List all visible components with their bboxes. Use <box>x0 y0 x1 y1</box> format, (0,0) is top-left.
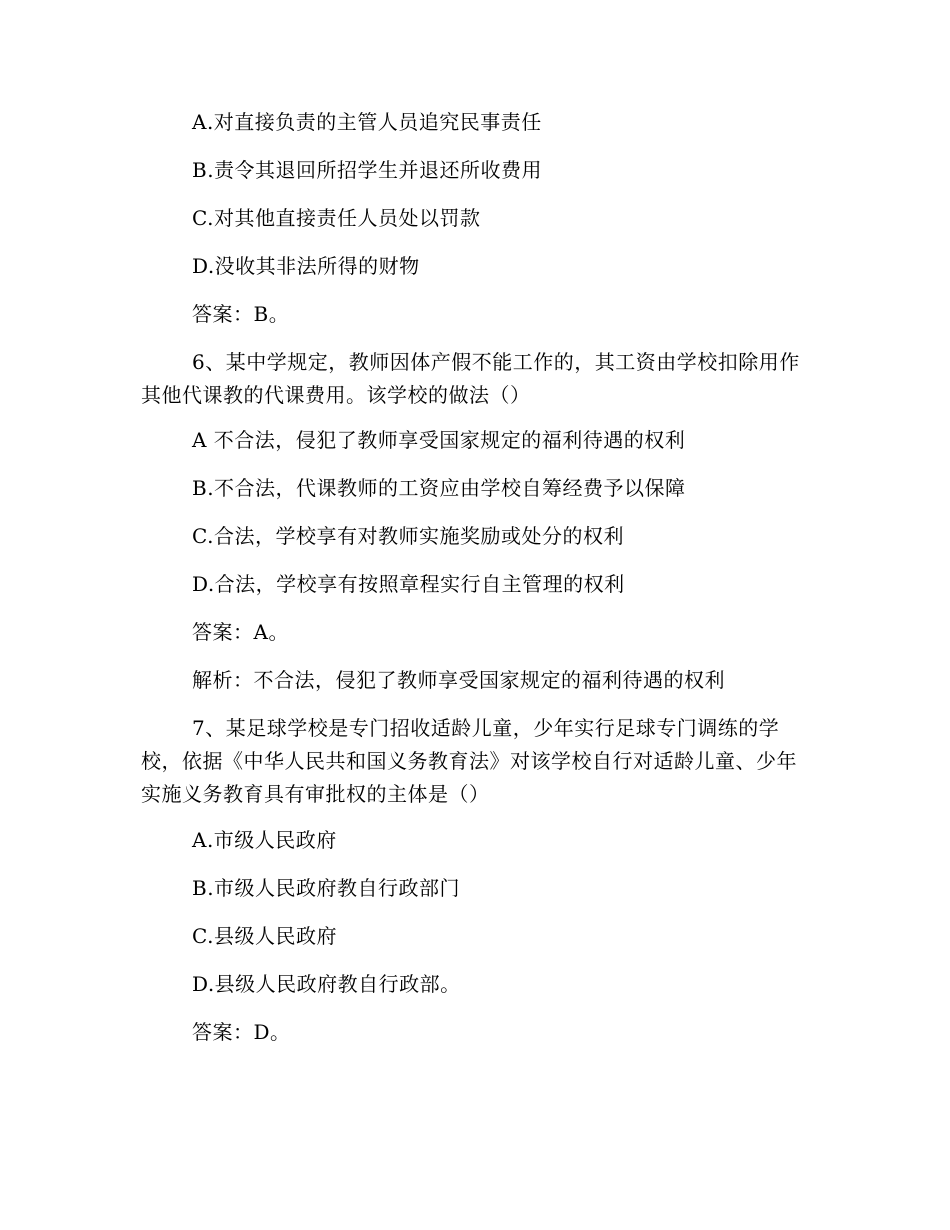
q7-stem-text: 7、某足球学校是专门招收适龄儿童，少年实行足球专门调练的学校，依据《中华人民共和国义务教育法》对该学校自行对适龄儿童、少年实施义务教育具有审批权的主体是（） <box>141 716 797 806</box>
q5-option-b: B.责令其退回所招学生并退还所收费用 <box>192 158 543 182</box>
q6-stem <box>141 346 811 412</box>
q7-option-b: B.市级人民政府教自行政部门 <box>192 876 461 900</box>
q5-option-c: C.对其他直接责任人员处以罚款 <box>192 206 481 230</box>
q6-option-c: C.合法，学校享有对教师实施奖励或处分的权利 <box>192 524 624 548</box>
q5-option-d: D.没收其非法所得的财物 <box>192 254 420 278</box>
q6-option-a: A 不合法，侵犯了教师享受国家规定的福利待遇的权利 <box>192 428 686 452</box>
q7-option-c: C.县级人民政府 <box>192 924 337 948</box>
q6-option-d: D.合法，学校享有按照章程实行自主管理的权利 <box>192 572 625 596</box>
q6-answer: 答案：A。 <box>192 620 289 644</box>
q7-stem <box>141 712 811 811</box>
q5-option-a: A.对直接负责的主管人员追究民事责任 <box>192 110 542 134</box>
q5-answer: 答案：B。 <box>192 302 290 326</box>
q6-analysis: 解析：不合法，侵犯了教师享受国家规定的福利待遇的权利 <box>192 668 725 692</box>
q7-option-d: D.县级人民政府教自行政部。 <box>192 972 461 996</box>
q7-answer: 答案：D。 <box>192 1020 291 1044</box>
q7-option-a: A.市级人民政府 <box>192 828 337 852</box>
q6-option-b: B.不合法，代课教师的工资应由学校自筹经费予以保障 <box>192 476 686 500</box>
q6-stem-text: 6、某中学规定，教师因体产假不能工作的，其工资由学校扣除用作其他代课教的代课费用。该学校的做法（） <box>141 350 800 407</box>
